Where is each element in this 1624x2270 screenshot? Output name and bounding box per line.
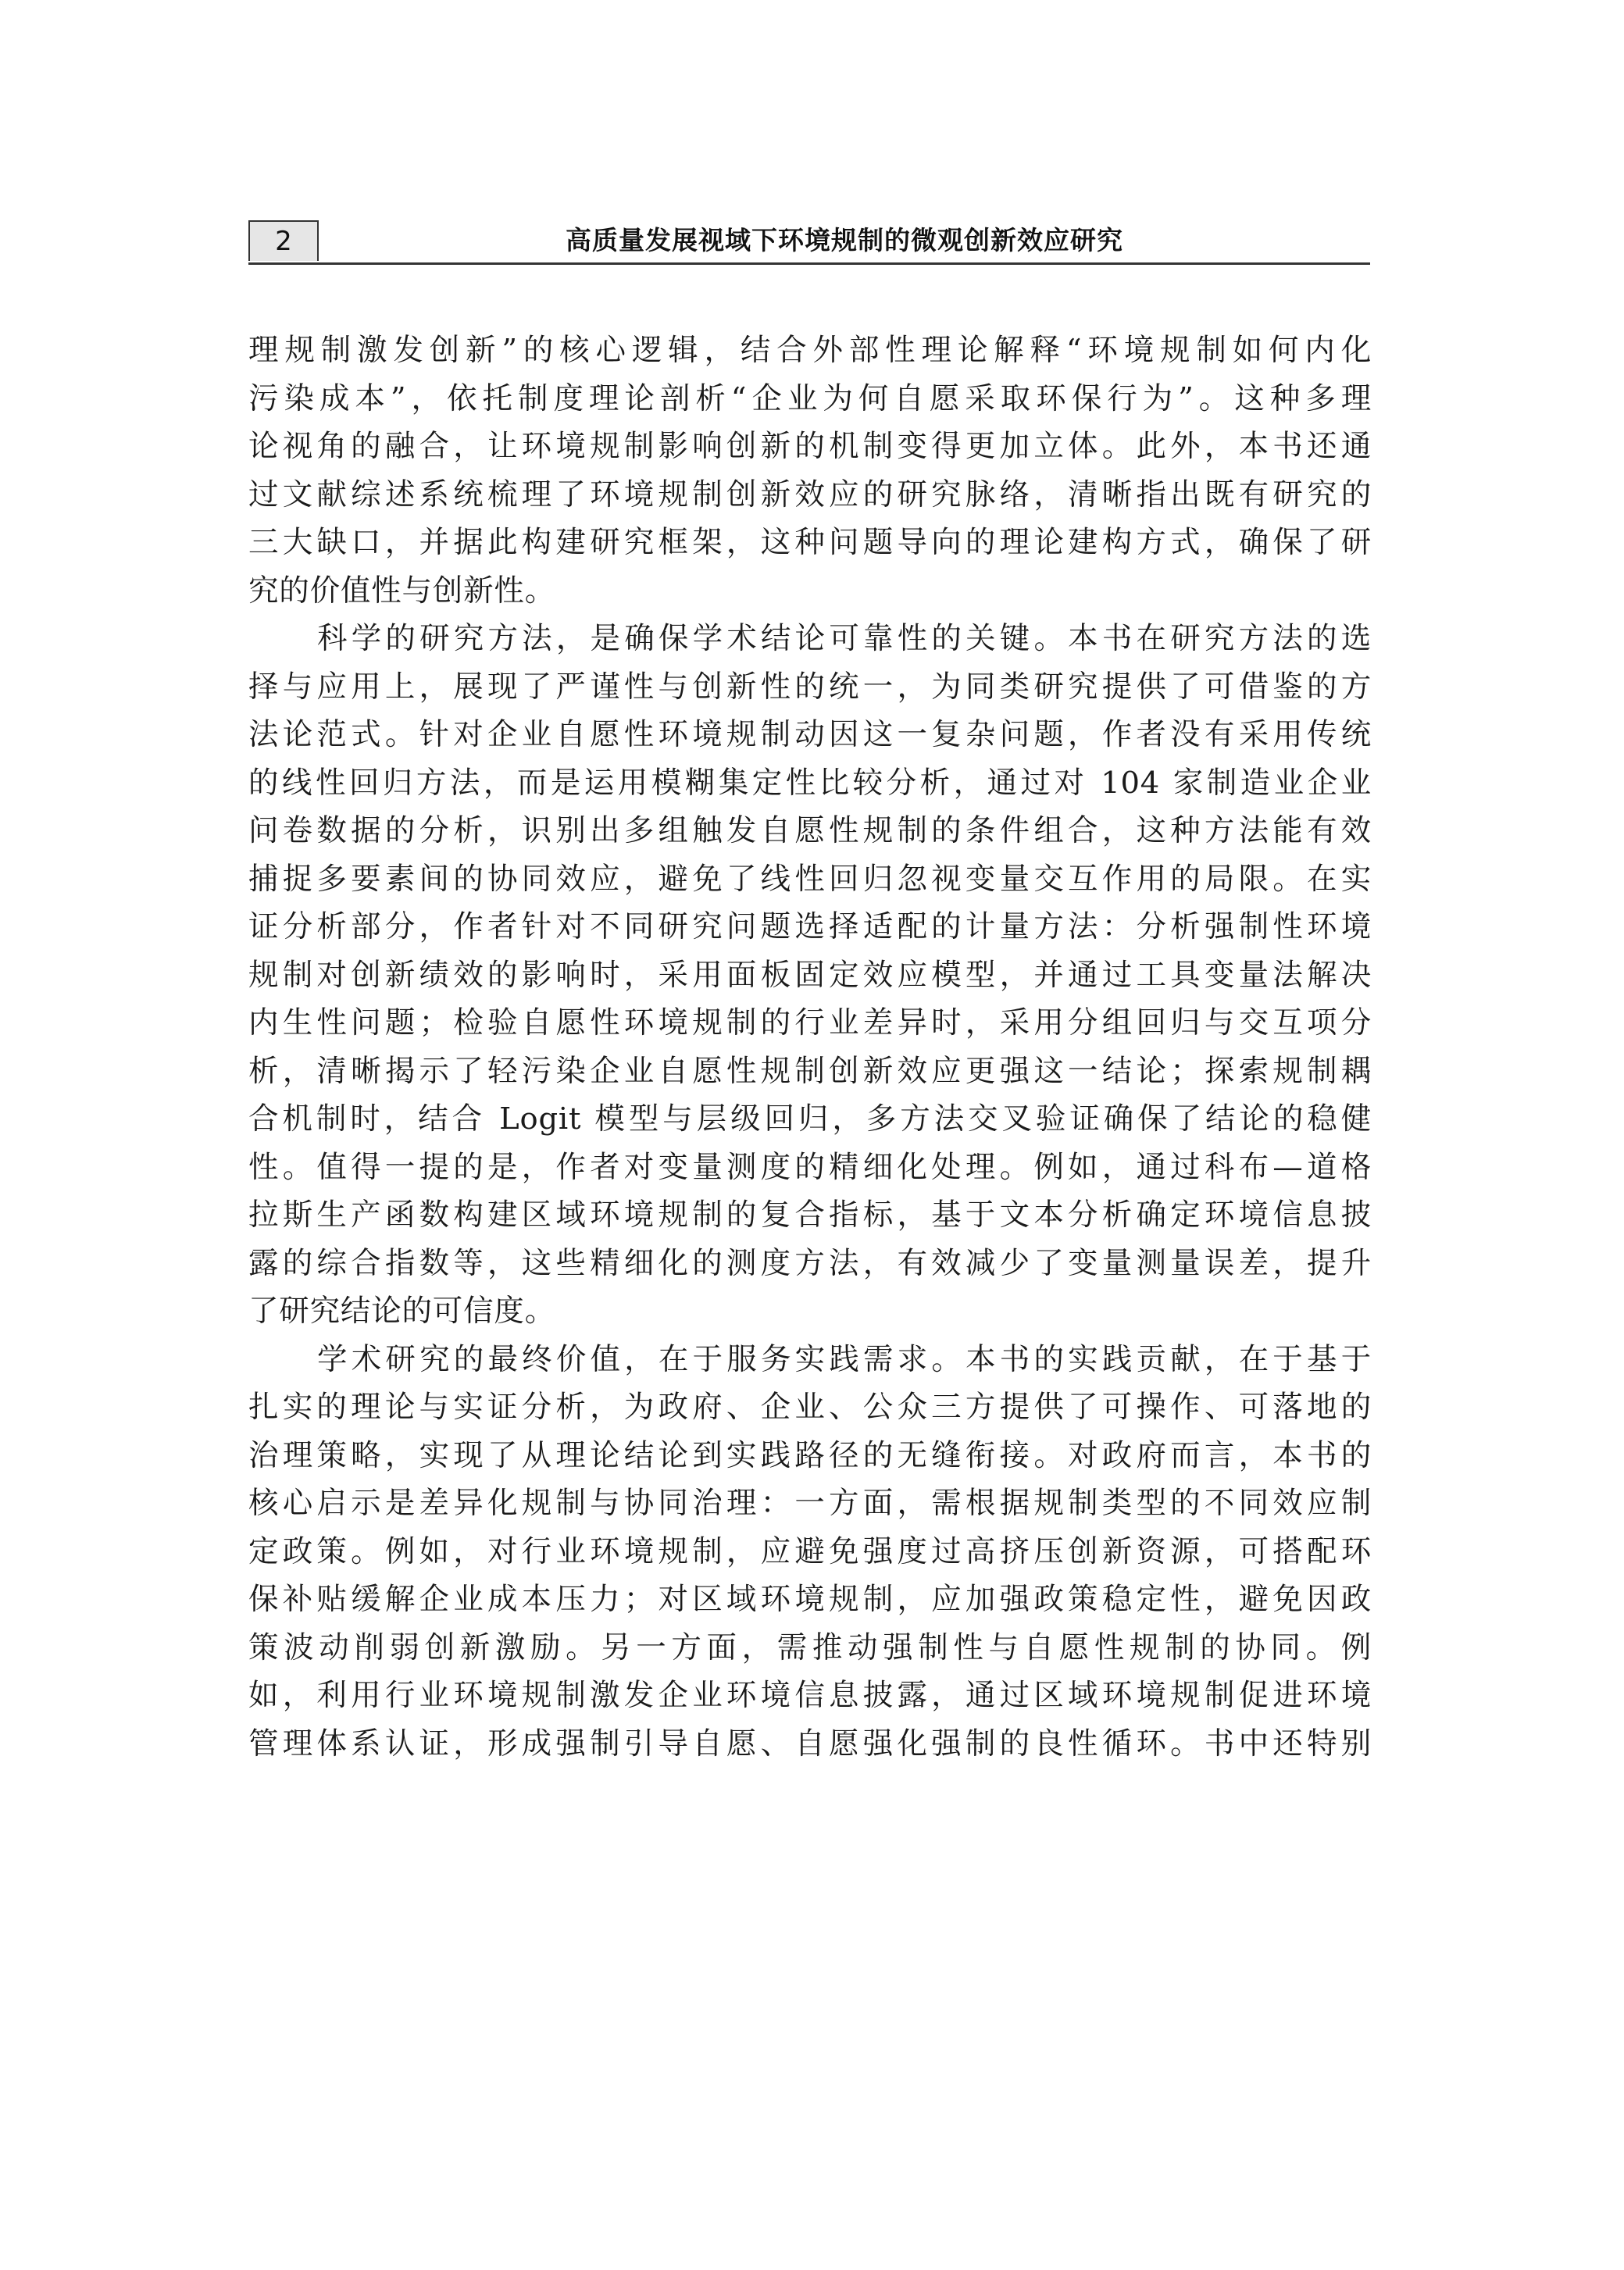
text-line: 管理体系认证，形成强制引导自愿、自愿强化强制的良性循环。书中还特别 (248, 1726, 1372, 1761)
text-line: 科学的研究方法，是确保学术结论可靠性的关键。本书在研究方法的选 (317, 621, 1372, 656)
text-line: 捕捉多要素间的协同效应，避免了线性回归忽视变量交互作用的局限。在实 (248, 861, 1372, 897)
text-line: 过文献综述系统梳理了环境规制创新效应的研究脉络，清晰指出既有研究的 (248, 476, 1372, 512)
text-line: 拉斯生产函数构建区域环境规制的复合指标，基于文本分析确定环境信息披 (248, 1197, 1372, 1233)
text-line: 证分析部分，作者针对不同研究问题选择适配的计量方法：分析强制性环境 (248, 909, 1372, 944)
page-header (248, 220, 1370, 265)
text-line: 法论范式。针对企业自愿性环境规制动因这一复杂问题，作者没有采用传统 (248, 717, 1372, 752)
text-line: 内生性问题；检验自愿性环境规制的行业差异时，采用分组回归与交互项分 (248, 1005, 1372, 1040)
text-line: 策波动削弱创新激励。另一方面，需推动强制性与自愿性规制的协同。例 (248, 1629, 1372, 1665)
text-line: 的线性回归方法，而是运用模糊集定性比较分析，通过对 104 家制造业企业 (248, 765, 1372, 801)
text-line: 理规制激发创新”的核心逻辑，结合外部性理论解释“环境规制如何内化 (248, 333, 1372, 368)
text-line: 规制对创新绩效的影响时，采用面板固定效应模型，并通过工具变量法解决 (248, 957, 1372, 993)
text-line: 露的综合指数等，这些精细化的测度方法，有效减少了变量测量误差，提升 (248, 1245, 1372, 1281)
text-line: 合机制时，结合 Logit 模型与层级回归，多方法交叉验证确保了结论的稳健 (248, 1101, 1372, 1137)
paragraph-2 (248, 615, 1372, 1336)
text-line: 了研究结论的可信度。 (248, 1294, 556, 1329)
running-title: 高质量发展视域下环境规制的微观创新效应研究 (566, 225, 1123, 255)
text-line: 定政策。例如，对行业环境规制，应避免强度过高挤压创新资源，可搭配环 (248, 1533, 1372, 1569)
paragraph-1 (248, 327, 1372, 615)
text-line: 论视角的融合，让环境规制影响创新的机制变得更加立体。此外，本书还通 (248, 429, 1372, 464)
text-line: 性。值得一提的是，作者对变量测度的精细化处理。例如，通过科布—道格 (248, 1149, 1372, 1185)
text-line: 三大缺口，并据此构建研究框架，这种问题导向的理论建构方式，确保了研 (248, 525, 1372, 560)
text-line: 究的价值性与创新性。 (248, 573, 556, 609)
text-line: 扎实的理论与实证分析，为政府、企业、公众三方提供了可操作、可落地的 (248, 1390, 1372, 1425)
body-text (248, 327, 1372, 1768)
paragraph-3 (248, 1336, 1372, 1769)
text-line: 如，利用行业环境规制激发企业环境信息披露，通过区域环境规制促进环境 (248, 1678, 1372, 1713)
text-line: 析，清晰揭示了轻污染企业自愿性规制创新效应更强这一结论；探索规制耦 (248, 1053, 1372, 1089)
text-line: 保补贴缓解企业成本压力；对区域环境规制，应加强政策稳定性，避免因政 (248, 1582, 1372, 1617)
text-line: 学术研究的最终价值，在于服务实践需求。本书的实践贡献，在于基于 (317, 1341, 1372, 1377)
text-line: 治理策略，实现了从理论结论到实践路径的无缝衔接。对政府而言，本书的 (248, 1437, 1372, 1473)
page-number: 2 (248, 220, 319, 261)
text-line: 污染成本”，依托制度理论剖析“企业为何自愿采取环保行为”。这种多理 (248, 380, 1372, 416)
text-line: 择与应用上，展现了严谨性与创新性的统一，为同类研究提供了可借鉴的方 (248, 669, 1372, 705)
text-line: 问卷数据的分析，识别出多组触发自愿性规制的条件组合，这种方法能有效 (248, 813, 1372, 848)
text-line: 核心启示是差异化规制与协同治理：一方面，需根据规制类型的不同效应制 (248, 1486, 1372, 1521)
